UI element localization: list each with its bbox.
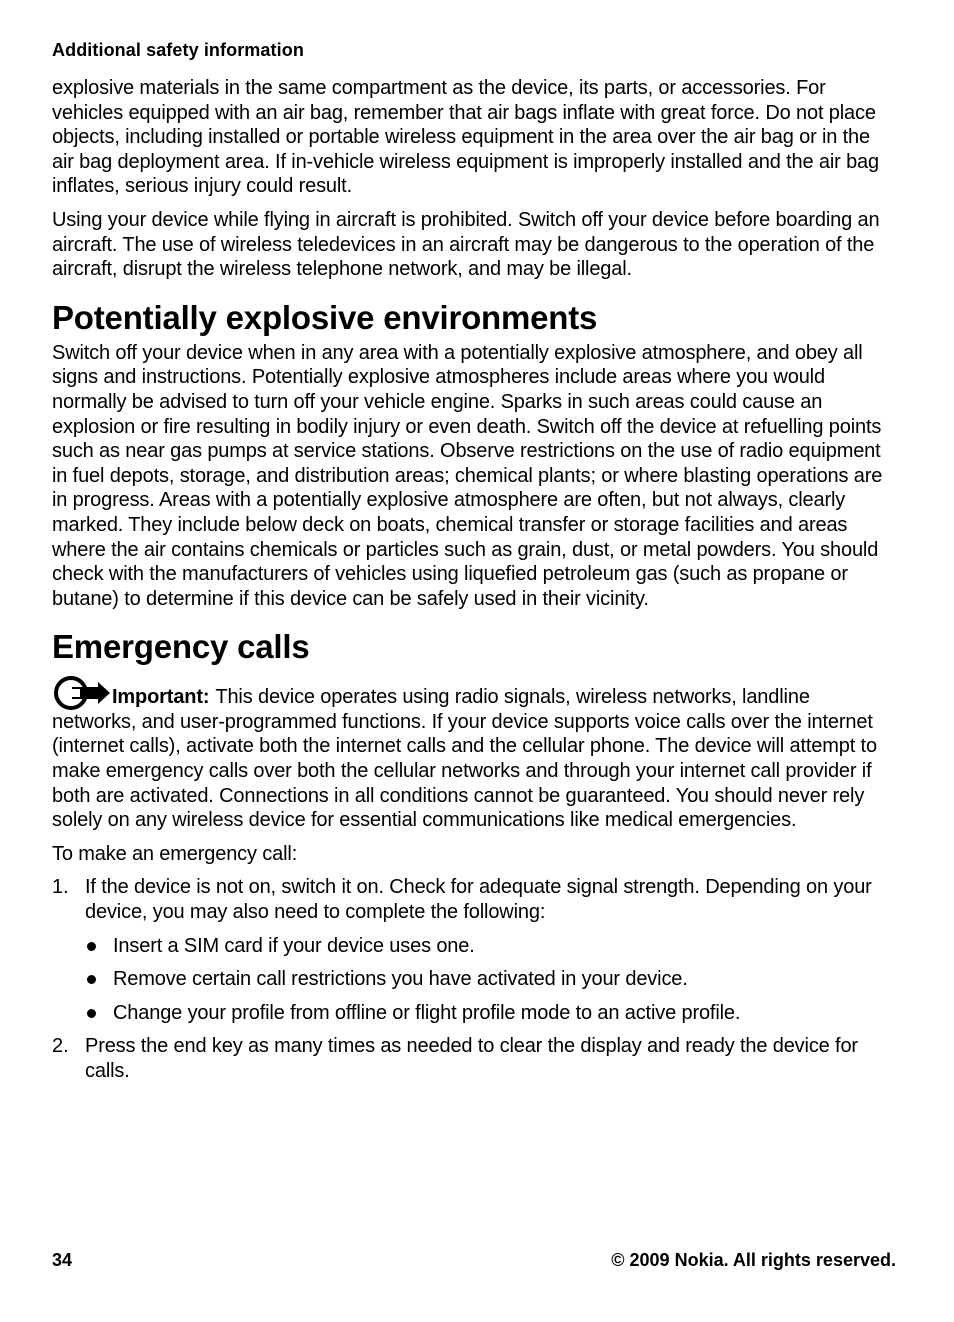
- intro-paragraph-2: Using your device while flying in aircraft is prohibited. Switch off your device before boarding an aircraft. The use of wireless teledevices in an aircraft may be dangerous to the operation of the aircraft, disrupt the wireless telephone network, and may be illegal.: [52, 208, 880, 281]
- list-item: [85, 1001, 896, 1026]
- copyright-notice: © 2009 Nokia. All rights reserved.: [611, 1250, 896, 1270]
- intro-paragraph-1: explosive materials in the same compartment as the device, its parts, or accessories. For vehicles equipped with an air bag, remember that air bags inflate with great force. Do not place objects, including installed or portable wireless equipment in the area over the air bag or in the air bag deployment area. If in-vehicle wireless equipment is improperly installed and the air bag inflates, serious injury could result.: [52, 77, 880, 198]
- bullet-list: [85, 934, 896, 1026]
- bullet-text: Remove certain call restrictions you have activated in your device.: [113, 968, 688, 991]
- bullet-icon: [87, 1009, 96, 1018]
- section-heading-emergency: Emergency calls: [52, 628, 310, 666]
- list-item: [52, 1034, 896, 1083]
- important-paragraph: [52, 685, 896, 833]
- important-label: Important:: [112, 686, 210, 709]
- explosive-body: Switch off your device when in any area with a potentially explosive atmosphere, and obey all signs and instructions. Potentially explosive atmospheres include areas where you would normally be advised to turn off your vehicle engine. Sparks in such areas could cause an explosion or fire resulting in bodily injury or even death. Switch off the device at refuelling points such as near gas pumps at service stations. Observe restrictions on the use of radio equipment in fuel depots, storage, and distribution areas; chemical plants; or where blasting operations are in progress. Areas with a potentially explosive atmosphere are often, but not always, clearly marked. They include below deck on boats, chemical transfer or storage facilities and areas where the air contains chemicals or particles such as grain, dust, or metal powders. You should check with the manufacturers of vehicles using liquefied petroleum gas (such as propane or butane) to determine if this device can be safely used in their vicinity.: [52, 341, 883, 610]
- bullet-text: Change your profile from offline or flight profile mode to an active profile.: [113, 1001, 741, 1024]
- section-heading-explosive: Potentially explosive environments: [52, 298, 598, 336]
- step-number: 2.: [52, 1035, 69, 1058]
- page-number: 34: [52, 1250, 73, 1270]
- emergency-steps-list: [52, 875, 896, 1083]
- list-item: [85, 967, 896, 992]
- page-content: [52, 76, 896, 1093]
- list-item: [52, 875, 896, 1025]
- step-number: 1.: [52, 876, 69, 899]
- important-note-icon: [52, 673, 112, 713]
- step-text: Press the end key as many times as needed to clear the display and ready the device for calls.: [85, 1035, 858, 1082]
- step-text: If the device is not on, switch it on. Check for adequate signal strength. Depending on your device, you may also need to complete the following:: [85, 876, 872, 924]
- list-item: [85, 934, 896, 959]
- bullet-icon: [87, 975, 96, 984]
- emergency-intro: To make an emergency call:: [52, 842, 298, 865]
- important-note: [52, 685, 896, 833]
- bullet-icon: [87, 942, 96, 951]
- bullet-text: Insert a SIM card if your device uses one.: [113, 934, 475, 957]
- running-header: Additional safety information: [52, 40, 304, 60]
- important-text: This device operates using radio signals, wireless networks, landline networks, and user-programmed functions. If your device supports voice calls over the internet (internet calls), activate both the internet calls and the cellular phone. The device will attempt to make emergency calls over both the cellular networks and through your internet call provider if both are activated. Connections in all conditions cannot be guaranteed. You should never rely solely on any wireless device for essential communications like medical emergencies.: [52, 686, 877, 832]
